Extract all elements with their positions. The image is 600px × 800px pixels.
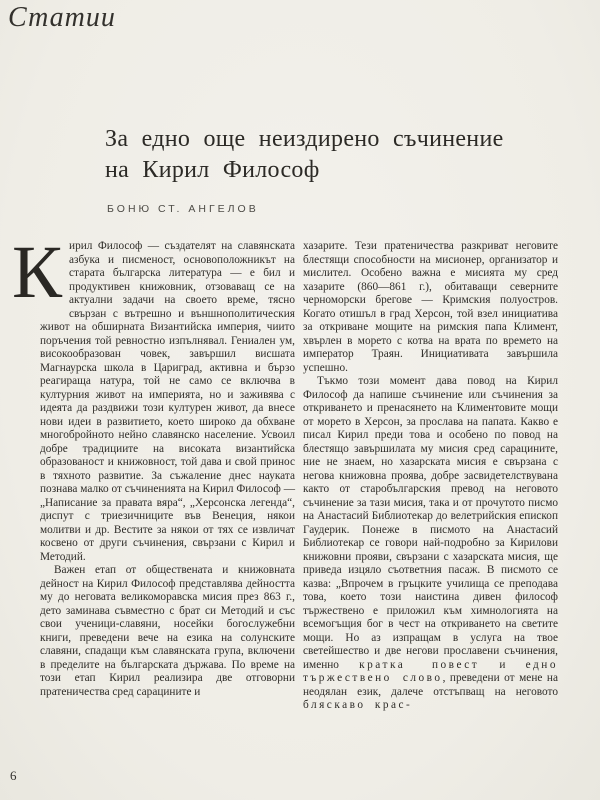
- page-number: 6: [10, 768, 17, 783]
- paragraph-4-text: и: [479, 658, 526, 671]
- article-body: [12, 231, 558, 713]
- article-title-line-1: За едно още неиздирено съчинение: [105, 126, 504, 152]
- paragraph-3: хазарите. Тези пратеничества разкриват неговите блестящи способности на мисионер, организатор и мислител. Особено важна е мисията му сред хазарите (860—861 г.), обитаващи северните черноморски брегове — Кримския полуостров. Когато отишъл в град Херсон, той взел инициатива за откриване мощите на римския папа Климент, хвърлен в морето с котва на врата по времето на император Траян. Инициативата завършила успешно.: [303, 240, 558, 374]
- paragraph-2: Важен етап от обществената и книжовната дейност на Кирил Философ представлява дейността му до неговата великоморавска мисия през 863 г., дето заминава съвместно с брат си Методий и със свои ученици-славяни, носейки богослужебни книги, преведени вече на езика на солунските славяни, спадащи към славянската група, включени в пределите на българската държава. По време на този етап Кирил реализира две отговорни пратеничества сред сарацините и: [40, 564, 295, 698]
- emphasis-blyaskavo-kras: бляскаво крас-: [303, 699, 413, 711]
- emphasis-kratka-povest: кратка повест: [359, 658, 480, 671]
- paragraph-4-text: , преведени от мене на неодялан език, далече отстъпващ на неговото: [303, 672, 558, 698]
- right-column: [303, 240, 558, 713]
- section-header: Статии: [8, 2, 116, 33]
- left-column: [12, 231, 295, 713]
- paragraph-1: [12, 231, 295, 564]
- author-byline: БОНЮ СТ. АНГЕЛОВ: [107, 203, 259, 215]
- paragraph-4-text: Тъкмо този момент дава повод на Кирил Философ да напише съчинение или съчинения за откриването и пренасянето на Климентовите мощи от морето в Херсон, за прослава на папата. Какво е писал Кирил преди това и особено по повод на блестящо завършилата му мисия сред сарацините, ние не знаем, но хазарската мисия е свързана с негова книжовна проява, добре засвидетелствувана както от старобългарския превод на неговото съчинение за тази мисия, така и от прочутото писмо на Анастасий Библиотекар до велетрийския епископ Гаудерик. Понеже в писмото на Анастасий Библиотекар се говори най-подробно за Кирилови книжовни прояви, свързани с хазарската мисия, ще приведа изцяло съответния пасаж. В писмото се казва: „Впрочем в гръцките училища се преподава това, което този наистина дивен философ тържествено е приложил към химнологията на всемогъщия бог в чест на откриването на светите мощи. Но аз изпращам в услуга на твое светейшество и две негови прославени съчинения, именно: [303, 375, 558, 671]
- paragraph-1-text: ирил Философ — създателят на славянската азбука и писменост, основоположникът на старата българска литература — е бил и продуктивен книжовник, отзоваващ се на актуални задачи на своето време, тясно свързан с вътрешно и външнополитическия живот на обширната Византийска империя, чиито поръчения той ревностно изпълнявал. Гениален ум, високообразован човек, завършил висшата Магнаурска школа в Цариград, активна и бързо реагираща натура, той не само се включва в културния живот на империята, но и заживява с идеята да раздвижи този културен живот, да внесе нови идеи в развитието, което широко да обхване многобройното нейно славянско население. Усвоил добре традициите на високата византийска образованост и книжовност, той дава и свой принос в тяхното развитие. За съжаление днес науката познава малко от съчиненията на Кирил Философ — „Написание за правата вяра“, „Херсонска легенда“, диспут с триезичниците във Венеция, някои молитви и др. Вестите за някои от тях се извличат косвено от други съчинения, свързани с Кирил и Методий.: [40, 240, 295, 563]
- paragraph-4: [303, 375, 558, 713]
- dropcap-letter: К: [12, 231, 63, 314]
- article-title-line-2: на Кирил Философ: [105, 157, 320, 183]
- article-title: [105, 124, 565, 186]
- emphasis-tarzhestveno-slovo: едно тържествено слово: [303, 658, 558, 684]
